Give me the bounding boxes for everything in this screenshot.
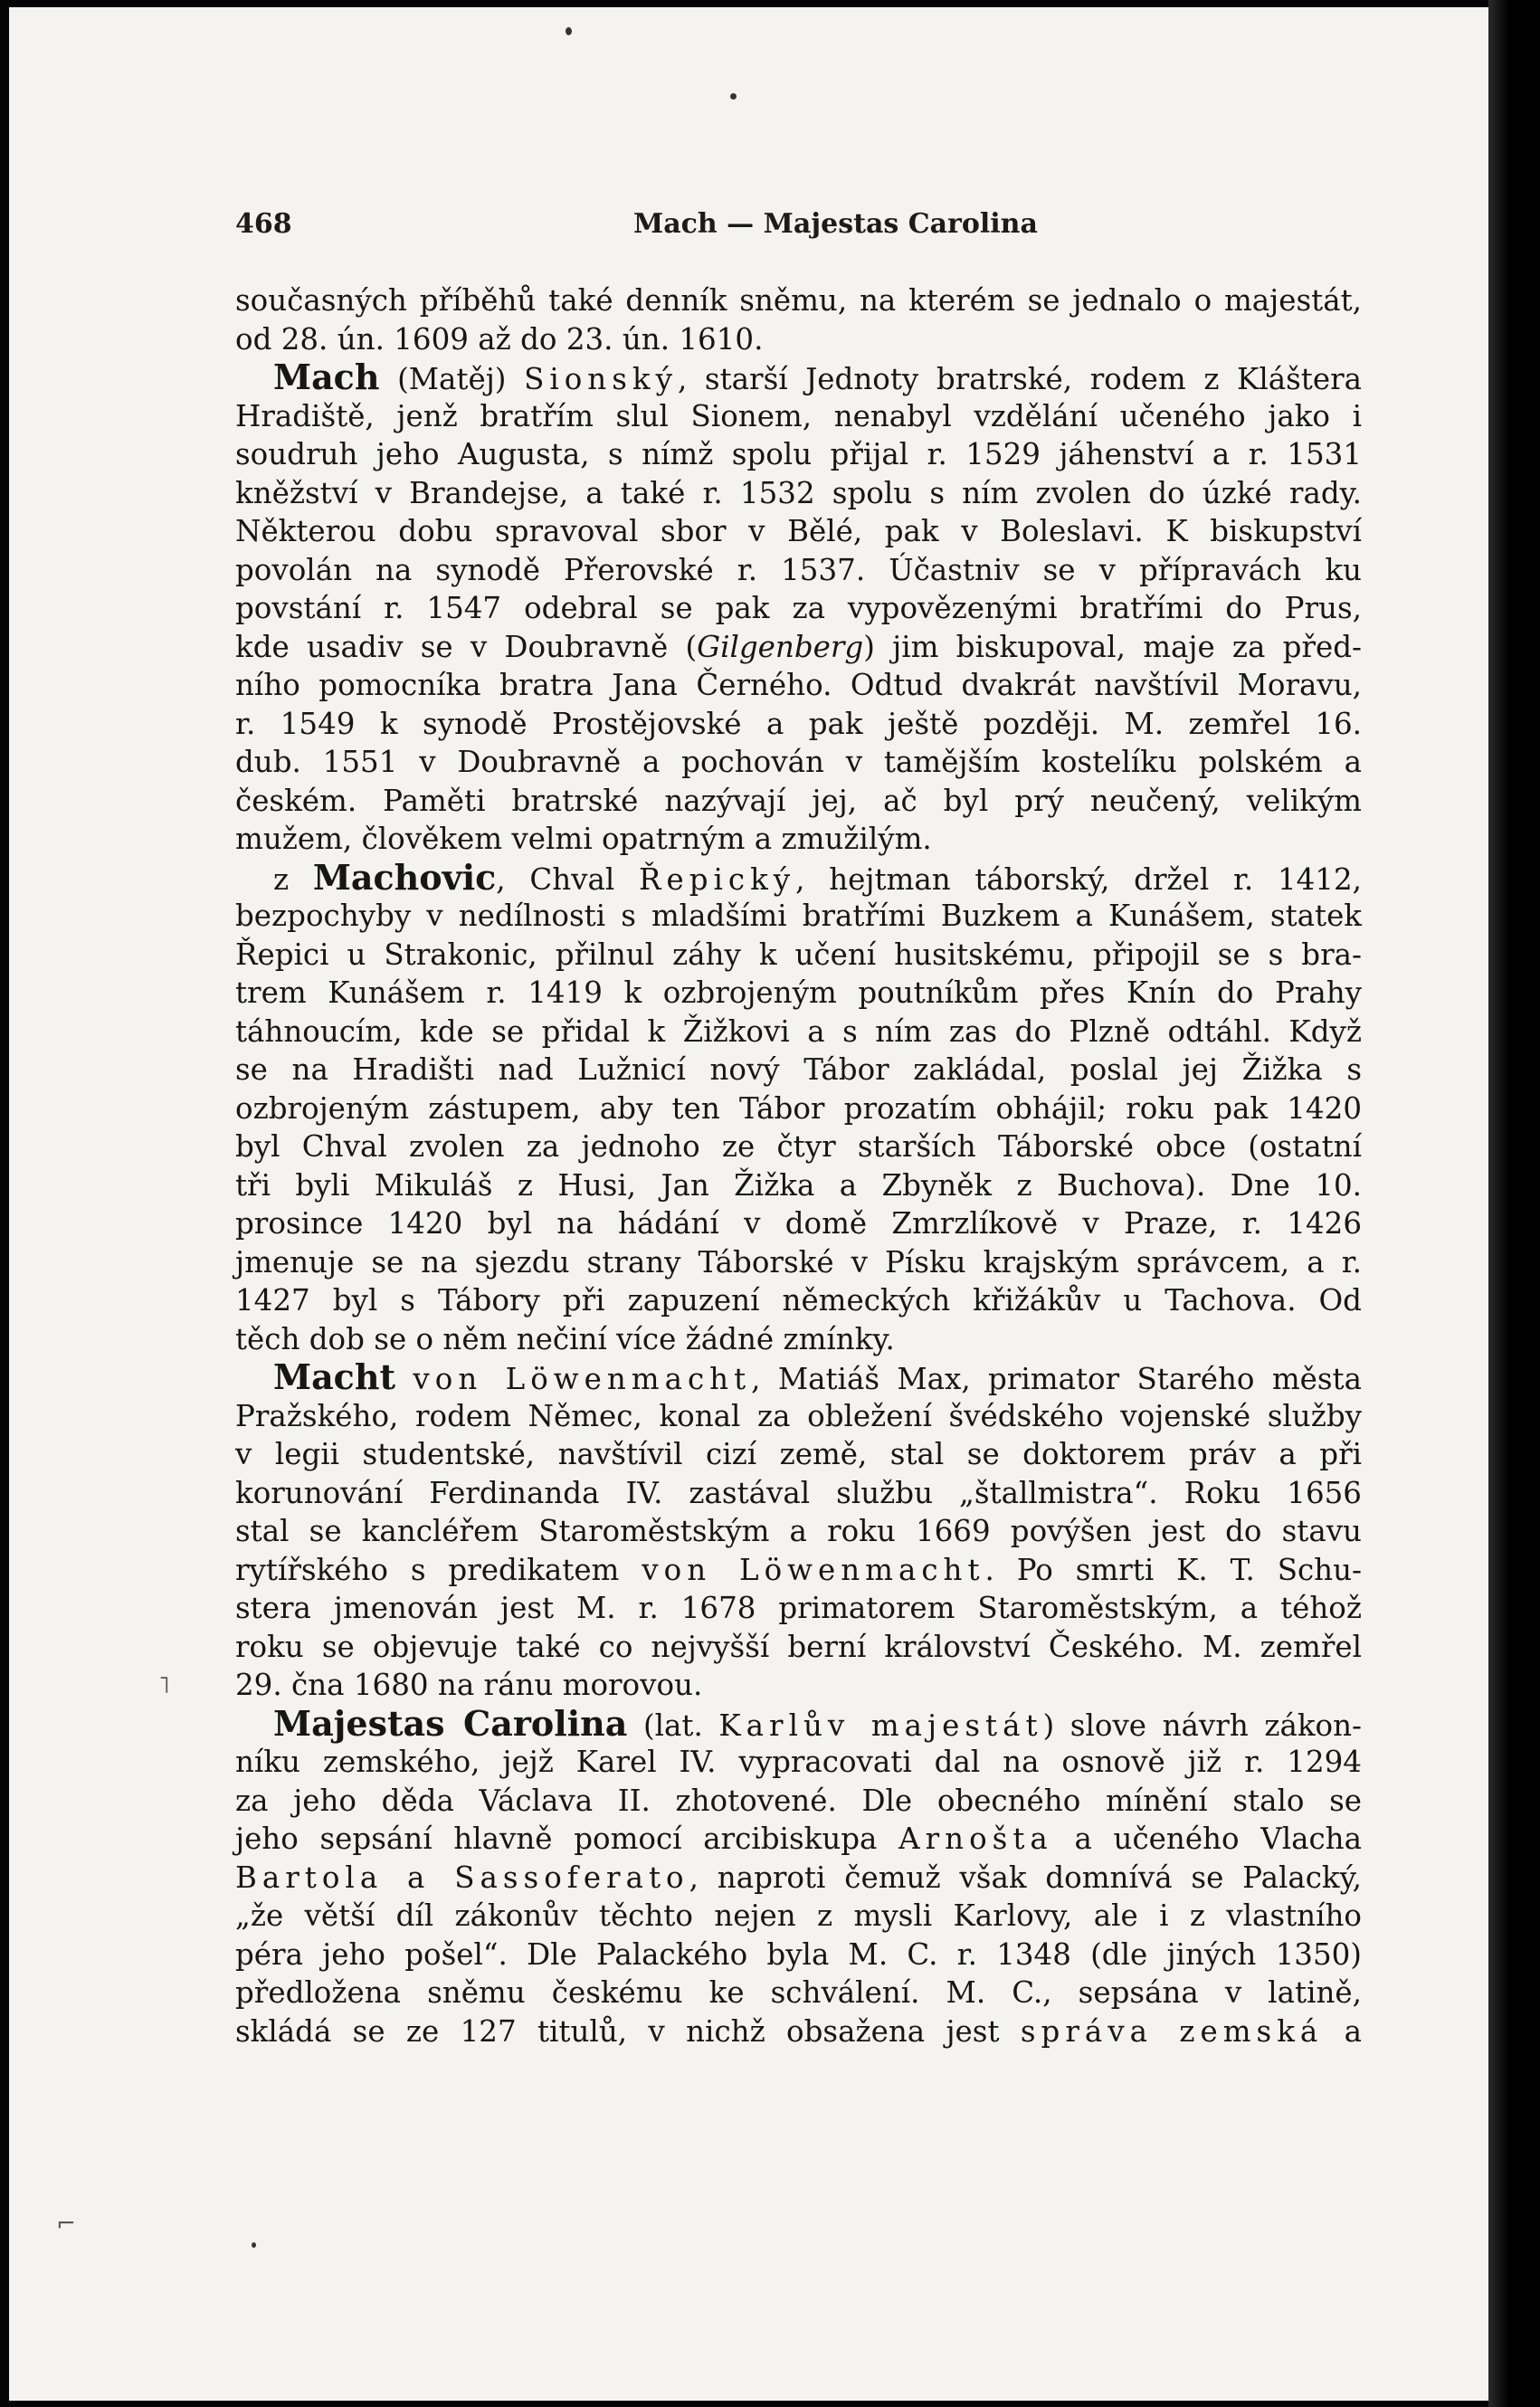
text-line: ního pomocníka bratra Jana Černého. Odtud dvakrát navštívil Moravu,	[235, 668, 1362, 702]
headword-mach: Mach	[273, 357, 380, 397]
headword-majestas: Majestas Carolina	[273, 1702, 628, 1744]
text-line: prosince 1420 byl na hádání v domě Zmrzlíkově v Praze, r. 1426	[235, 1206, 1362, 1241]
text-line: kněžství v Brandejse, a také r. 1532 spolu s ním zvolen do úzké rady.	[235, 475, 1362, 510]
text-line: za jeho děda Václava II. zhotovené. Dle obecného mínění stalo se	[235, 1783, 1362, 1818]
entry-line-macht: Macht von Löwenmacht, Matiáš Max, primator Starého města	[273, 1356, 1362, 1397]
text-line: stera jmenován jest M. r. 1678 primatorem Staroměstským, a téhož	[235, 1591, 1362, 1625]
print-speck	[566, 27, 572, 35]
margin-mark: ˥	[158, 1672, 170, 1699]
text-line: 29. čna 1680 na ránu morovou.	[235, 1668, 703, 1702]
headword-macht: Macht	[273, 1356, 396, 1397]
text-line: Některou dobu spravoval sbor v Bělé, pak v Boleslavi. K biskupství	[235, 514, 1362, 548]
text-line: 1427 byl s Tábory při zapuzení německých křižákův u Tachova. Od	[235, 1283, 1362, 1318]
text-line: se na Hradišti nad Lužnicí nový Tábor zakládal, poslal jej Žižka s	[235, 1052, 1362, 1087]
body-text	[235, 281, 1362, 2050]
entry-line-bartol: Bartola a Sassoferato, naproti čemuž však domnívá se Palacký,	[235, 1860, 1362, 1895]
entry-line-arnost: jeho sepsání hlavně pomocí arcibiskupa Arnošta a učeného Vlacha	[235, 1822, 1362, 1856]
page-title: Mach — Majestas Carolina	[633, 208, 1038, 240]
text-line: jmenuje se na sjezdu strany Táborské v Písku krajským správcem, a r.	[235, 1244, 1362, 1280]
text-line: níku zemského, jejž Karel IV. vypracovati dal na osnově již r. 1294	[235, 1745, 1362, 1779]
text-line: předložena sněmu českému ke schválení. M. C., sepsána v latině,	[235, 1975, 1362, 2010]
text-line: povstání r. 1547 odebral se pak za vypovězenými bratřími do Prus,	[235, 591, 1362, 625]
page-number: 468	[235, 208, 292, 240]
text-line: korunování Ferdinanda IV. zastával službu „štallmistra“. Roku 1656	[235, 1475, 1362, 1510]
text-line: péra jeho pošel“. Dle Palackého byla M. C. r. 1348 (dle jiných 1350)	[235, 1936, 1362, 1972]
text-line: soudruh jeho Augusta, s nímž spolu přijal r. 1529 jáhenství a r. 1531	[235, 437, 1362, 471]
text-line: současných příběhů také denník sněmu, na kterém se jednalo o majestát,	[235, 283, 1362, 318]
text-line: ozbrojeným zástupem, aby ten Tábor prozatím obhájil; roku pak 1420	[235, 1090, 1362, 1126]
text-line: od 28. ún. 1609 až do 23. ún. 1610.	[235, 321, 764, 357]
scan-edge	[1488, 0, 1540, 2407]
text-line: povolán na synodě Přerovské r. 1537. Účastniv se v přípravách ku	[235, 552, 1362, 587]
margin-mark: ⌐	[56, 2211, 76, 2238]
text-line: byl Chval zvolen za jednoho ze čtyr starších Táborské obce (ostatní	[235, 1129, 1362, 1164]
text-line: Pražského, rodem Němec, konal za obležení švédského vojenské služby	[235, 1398, 1362, 1433]
text-line: mužem, člověkem velmi opatrným a zmužilým.	[235, 822, 932, 856]
headword-machovic: Machovic	[312, 856, 497, 898]
running-head	[9, 208, 1488, 253]
text-line: dub. 1551 v Doubravně a pochován v tamějším kostelíku polském a	[235, 745, 1362, 779]
text-line: bezpochyby v nedílnosti s mladšími bratřími Buzkem a Kunášem, statek	[235, 899, 1362, 933]
text-line: roku se objevuje také co nejvyšší berní království Českého. M. zemřel	[235, 1629, 1362, 1664]
text-line: stal se kancléřem Staroměstským a roku 1669 povýšen jest do stavu	[235, 1514, 1362, 1548]
text-line: českém. Paměti bratrské nazývají jej, ač byl prý neučený, velikým	[235, 783, 1362, 818]
text-line: trem Kunášem r. 1419 k ozbrojeným poutníkům přes Knín do Prahy	[235, 975, 1362, 1010]
text-line: v legii studentské, navštívil cizí země, stal se doktorem práv a při	[235, 1437, 1362, 1471]
entry-line-mach: Mach (Matěj) Sionský, starší Jednoty bratrské, rodem z Kláštera	[273, 357, 1362, 397]
text-line: těch dob se o něm nečiní více žádné zmínky.	[235, 1321, 895, 1356]
entry-line-sprava: skládá se ze 127 titulů, v nichž obsažena jest správa zemská a	[235, 2013, 1362, 2049]
entry-line-gilgenberg: kde usadiv se v Doubravně (Gilgenberg) jim biskupoval, maje za před-	[235, 629, 1362, 664]
text-line: tři byli Mikuláš z Husi, Jan Žižka a Zbyněk z Buchova). Dne 10.	[235, 1167, 1362, 1203]
text-line: táhnoucím, kde se přidal k Žižkovi a s ním zas do Plzně odtáhl. Když	[235, 1013, 1362, 1049]
text-line: Hradiště, jenž bratřím slul Sionem, nenabyl vzdělání učeného jako i	[235, 398, 1362, 433]
entry-line-machovic: z Machovic, Chval Řepický, hejtman táborský, držel r. 1412,	[273, 856, 1362, 898]
print-speck	[252, 2242, 256, 2248]
entry-line-lowenmacht: rytířského s predikatem von Löwenmacht. Po smrti K. T. Schu-	[235, 1552, 1362, 1587]
entry-line-majestas: Majestas Carolina (lat. Karlův majestát) slove návrh zákon-	[273, 1702, 1362, 1744]
print-speck	[730, 93, 737, 100]
page-sheet	[9, 7, 1488, 2401]
text-line: r. 1549 k synodě Prostějovské a pak ještě později. M. zemřel 16.	[235, 706, 1362, 741]
text-line: Řepici u Strakonic, přilnul záhy k učení husitskému, připojil se s bra-	[235, 937, 1362, 972]
text-line: „že větší díl zákonův těchto nejen z mysli Karlovy, ale i z vlastního	[235, 1898, 1362, 1933]
